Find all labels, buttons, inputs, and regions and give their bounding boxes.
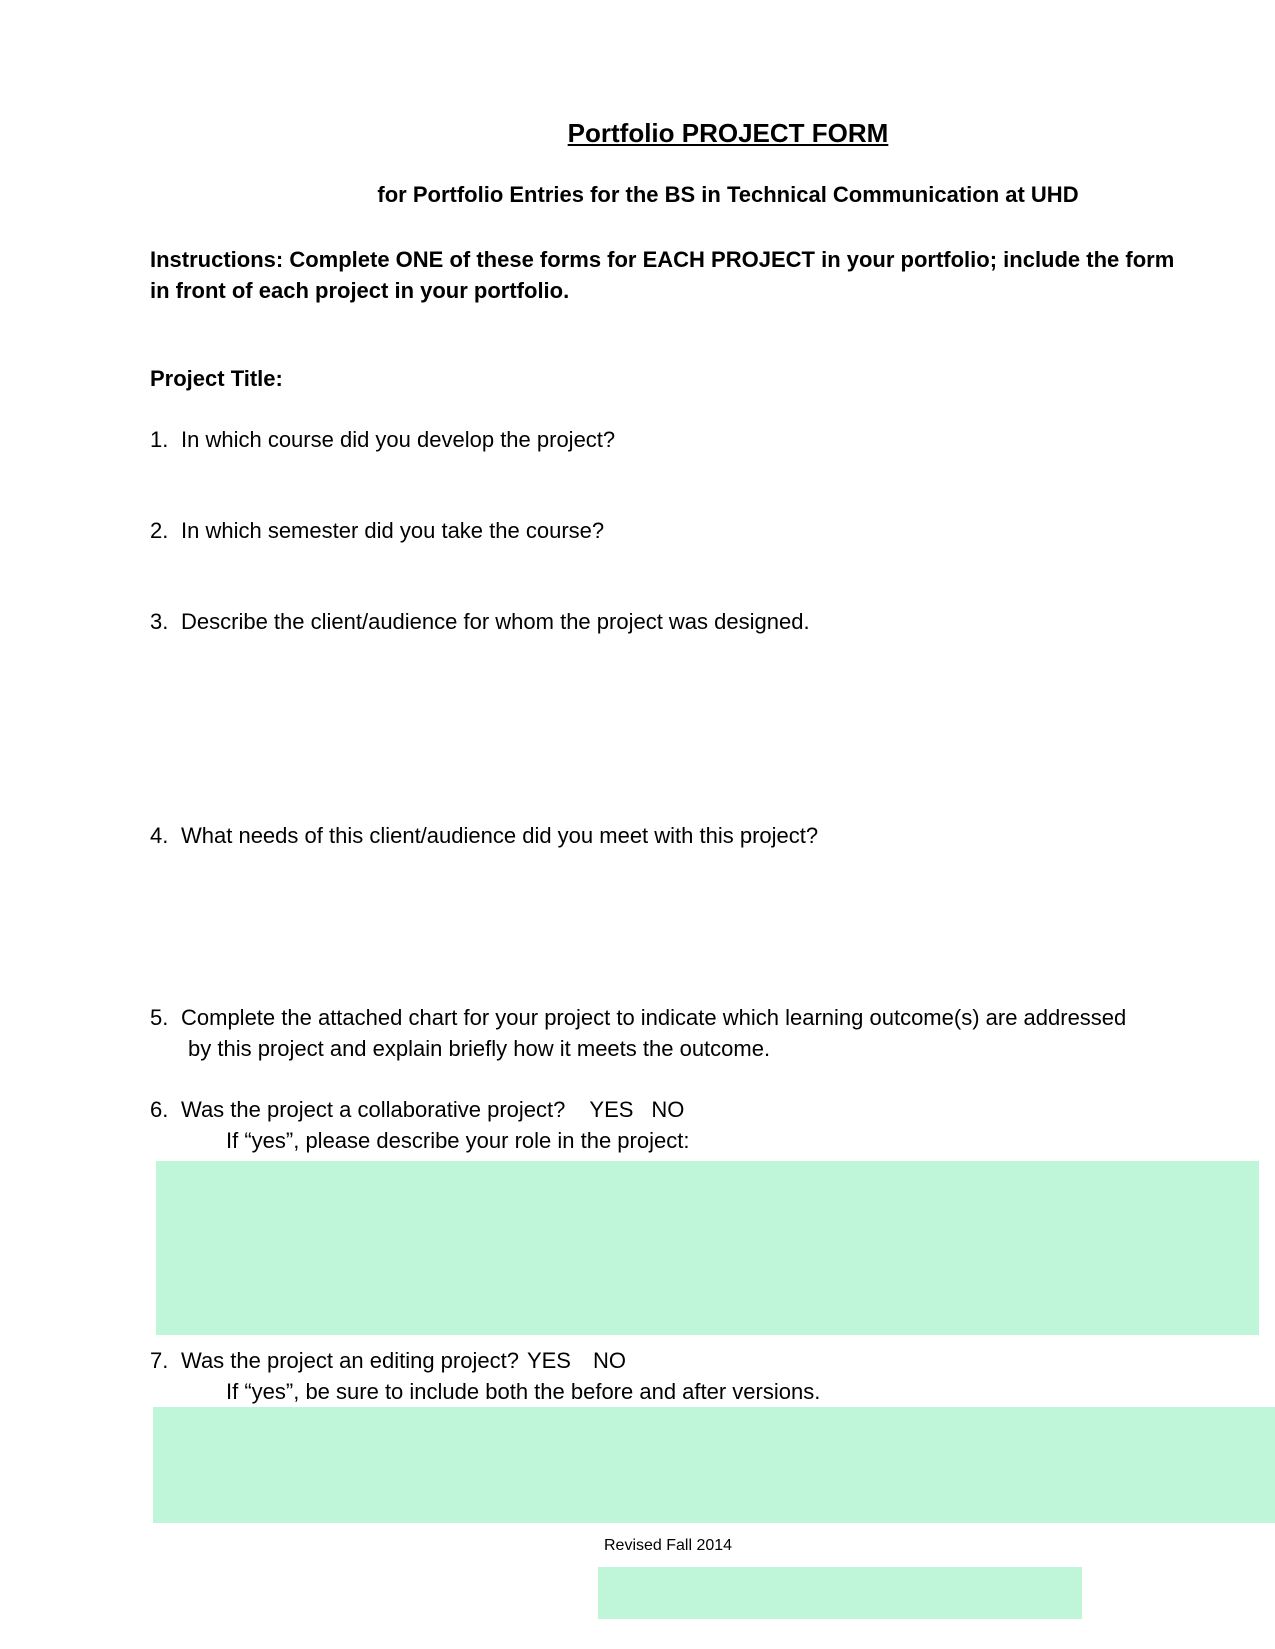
no-option[interactable]: NO [592, 1348, 626, 1373]
question-text: In which semester did you take the course? [181, 518, 605, 543]
question-text: Was the project an editing project? [181, 1348, 519, 1373]
question-7 [150, 1346, 626, 1376]
question-text: Complete the attached chart for your project to indicate which learning outcome(s) are addressed [181, 1005, 1127, 1030]
question-text: What needs of this client/audience did you meet with this project? [181, 823, 819, 848]
yes-option[interactable]: YES [526, 1348, 571, 1373]
question-number: 2. [150, 518, 169, 543]
question-number: 5. [150, 1005, 169, 1030]
question-number: 1. [150, 427, 169, 452]
question-6 [150, 1095, 684, 1125]
form-title: Portfolio PROJECT FORM [567, 118, 889, 148]
question-number: 3. [150, 609, 169, 634]
yes-option[interactable]: YES [589, 1097, 634, 1122]
collaboration-role-answer-field[interactable] [156, 1161, 1259, 1335]
question-1 [150, 425, 615, 455]
question-text: Describe the client/audience for whom the project was designed. [181, 609, 810, 634]
footer-answer-field[interactable] [598, 1567, 1082, 1619]
project-title-label: Project Title: [150, 366, 283, 391]
question-2 [150, 516, 604, 546]
no-option[interactable]: NO [651, 1097, 685, 1122]
question-3 [150, 607, 810, 637]
editing-project-answer-field[interactable] [153, 1407, 1275, 1523]
question-number: 7. [150, 1348, 169, 1373]
instructions: Instructions: Complete ONE of these forms for EACH PROJECT in your portfolio; include the form in front of each project in your portfolio. [150, 247, 1175, 303]
question-5 [150, 1003, 1126, 1033]
question-5-continuation: by this project and explain briefly how it meets the outcome. [188, 1036, 771, 1061]
question-6-followup: If “yes”, please describe your role in the project: [226, 1128, 690, 1153]
form-subtitle: for Portfolio Entries for the BS in Technical Communication at UHD [377, 182, 1079, 207]
question-number: 6. [150, 1097, 169, 1122]
question-text: In which course did you develop the project? [181, 427, 616, 452]
revision-note: Revised Fall 2014 [604, 1537, 733, 1554]
question-4 [150, 821, 818, 851]
question-7-followup: If “yes”, be sure to include both the before and after versions. [226, 1379, 821, 1404]
question-text: Was the project a collaborative project? [181, 1097, 566, 1122]
question-number: 4. [150, 823, 169, 848]
